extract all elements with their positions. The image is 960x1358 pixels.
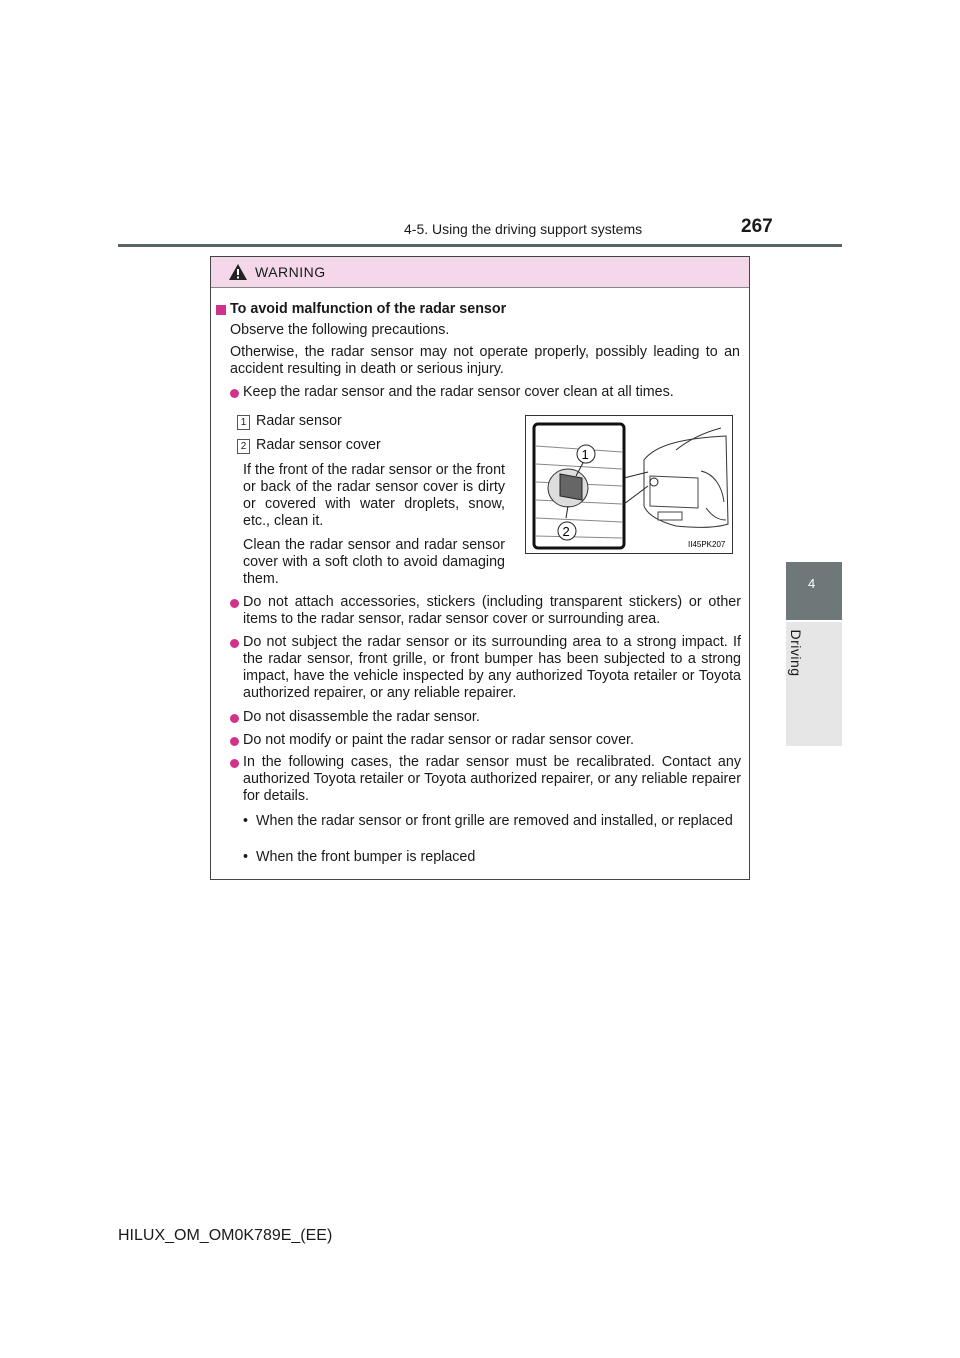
bullet-icon [230, 639, 239, 648]
otherwise-text: Otherwise, the radar sensor may not operate properly, possibly leading to an accident resulting in death or serious injury. [230, 344, 740, 377]
warning-heading: To avoid malfunction of the radar sensor [230, 301, 507, 317]
bullet-text-2: Do not attach accessories, stickers (including transparent stickers) or other items to the radar sensor, radar sensor cover or surrounding area. [243, 594, 741, 627]
sub-bullet-marker: • [243, 813, 249, 829]
callout-1: 1 [581, 447, 589, 462]
clean-instruction-1: If the front of the radar sensor or the front or back of the radar sensor cover is dirty or covered with water droplets, snow, etc., clean it. [243, 462, 505, 529]
bullet-text-3: Do not subject the radar sensor or its surrounding area to a strong impact. If the radar sensor, front grille, or front bumper has been subjected to a strong impact, have the vehicle inspected by any authorized Toyota retailer or Toyota authorized repairer, or any reliable repairer. [243, 634, 741, 701]
warning-label: WARNING [255, 264, 326, 280]
bullet-text-6: In the following cases, the radar sensor must be recalibrated. Contact any authorized Toyota retailer or Toyota authorized repairer, or any reliable repairer for details. [243, 754, 741, 804]
item-number-1: 1 [237, 415, 250, 430]
sub-bullet-text-1: When the radar sensor or front grille are removed and installed, or replaced [256, 813, 733, 829]
chapter-number: 4 [808, 576, 816, 591]
heading-marker-icon [216, 305, 226, 315]
page-number: 267 [741, 216, 773, 237]
sub-bullet-marker: • [243, 849, 249, 865]
bullet-icon [230, 737, 239, 746]
intro-text: Observe the following precautions. [230, 322, 450, 338]
figure-code: II45PK207 [688, 540, 726, 549]
bullet-text-4: Do not disassemble the radar sensor. [243, 709, 480, 725]
bullet-text-5: Do not modify or paint the radar sensor or radar sensor cover. [243, 732, 634, 748]
header-rule [118, 244, 842, 247]
item-label-2: Radar sensor cover [256, 437, 381, 453]
radar-sensor-figure [525, 415, 733, 554]
callout-2: 2 [562, 524, 570, 539]
bullet-icon [230, 599, 239, 608]
radar-sensor-illustration [526, 416, 732, 553]
warning-triangle-icon [228, 263, 248, 281]
chapter-tab-number [786, 562, 842, 620]
footer-code: HILUX_OM_OM0K789E_(EE) [118, 1227, 333, 1244]
bullet-icon [230, 714, 239, 723]
clean-instruction-2: Clean the radar sensor and radar sensor cover with a soft cloth to avoid damaging them. [243, 537, 505, 587]
bullet-text-1: Keep the radar sensor and the radar sensor cover clean at all times. [243, 384, 674, 400]
chapter-tab-label: Driving [788, 629, 804, 677]
bullet-icon [230, 389, 239, 398]
sub-bullet-text-2: When the front bumper is replaced [256, 849, 476, 865]
item-number-2: 2 [237, 439, 250, 454]
item-label-1: Radar sensor [256, 413, 342, 429]
bullet-icon [230, 759, 239, 768]
warning-header [211, 257, 749, 288]
section-title: 4-5. Using the driving support systems [404, 221, 643, 237]
